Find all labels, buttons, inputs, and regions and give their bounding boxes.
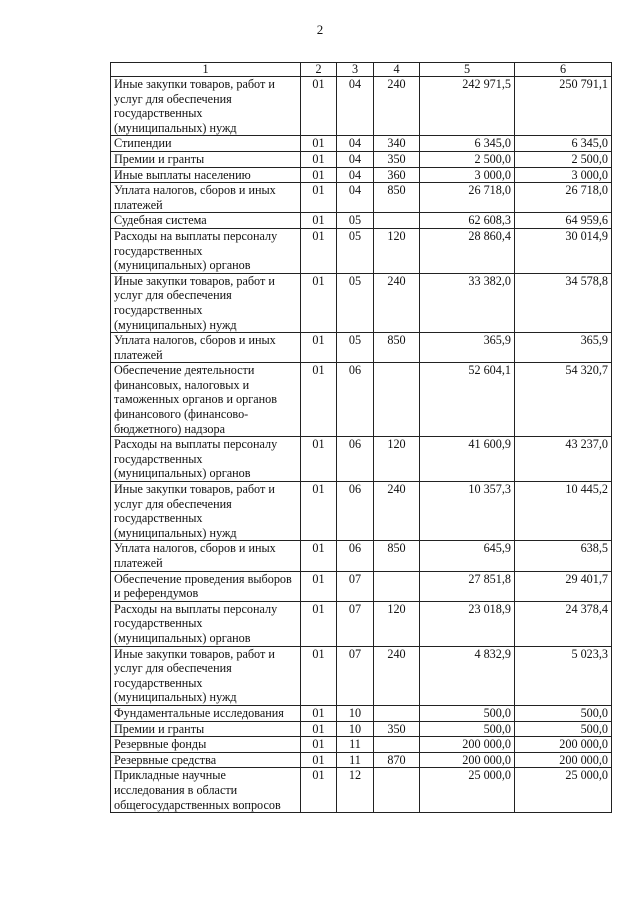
amount-col6-cell: 30 014,9 <box>515 228 612 273</box>
amount-col6-cell: 26 718,0 <box>515 183 612 213</box>
section-code-cell: 01 <box>301 752 337 768</box>
table-row <box>111 333 612 363</box>
amount-col6-cell: 200 000,0 <box>515 737 612 753</box>
amount-col6-cell: 2 500,0 <box>515 151 612 167</box>
section-code-cell: 01 <box>301 333 337 363</box>
expense-type-code-cell <box>374 363 420 437</box>
subsection-code-cell: 04 <box>337 136 374 152</box>
table-row <box>111 721 612 737</box>
amount-col5-cell: 200 000,0 <box>420 752 515 768</box>
expense-type-code-cell: 240 <box>374 482 420 541</box>
table-row <box>111 482 612 541</box>
expense-type-code-cell <box>374 571 420 601</box>
expense-name-cell: Уплата налогов, сборов и иных платежей <box>111 541 301 571</box>
amount-col5-cell: 25 000,0 <box>420 768 515 813</box>
expense-name-cell: Фундаментальные исследования <box>111 705 301 721</box>
table-row <box>111 273 612 332</box>
page-number: 2 <box>316 22 324 37</box>
column-header: 6 <box>515 63 612 77</box>
amount-col5-cell: 41 600,9 <box>420 437 515 482</box>
amount-col5-cell: 28 860,4 <box>420 228 515 273</box>
table-row <box>111 77 612 136</box>
expense-type-code-cell: 850 <box>374 541 420 571</box>
expense-name-cell: Иные выплаты населению <box>111 167 301 183</box>
amount-col6-cell: 500,0 <box>515 705 612 721</box>
subsection-code-cell: 04 <box>337 183 374 213</box>
expense-type-code-cell <box>374 705 420 721</box>
column-header: 1 <box>111 63 301 77</box>
amount-col6-cell: 3 000,0 <box>515 167 612 183</box>
table-row <box>111 213 612 229</box>
table-row <box>111 151 612 167</box>
column-header: 4 <box>374 63 420 77</box>
section-code-cell: 01 <box>301 601 337 646</box>
amount-col5-cell: 62 608,3 <box>420 213 515 229</box>
amount-col6-cell: 250 791,1 <box>515 77 612 136</box>
amount-col6-cell: 500,0 <box>515 721 612 737</box>
expense-name-cell: Премии и гранты <box>111 151 301 167</box>
column-header: 2 <box>301 63 337 77</box>
subsection-code-cell: 10 <box>337 705 374 721</box>
amount-col6-cell: 64 959,6 <box>515 213 612 229</box>
amount-col5-cell: 26 718,0 <box>420 183 515 213</box>
amount-col6-cell: 200 000,0 <box>515 752 612 768</box>
amount-col6-cell: 5 023,3 <box>515 646 612 705</box>
subsection-code-cell: 12 <box>337 768 374 813</box>
section-code-cell: 01 <box>301 363 337 437</box>
subsection-code-cell: 04 <box>337 167 374 183</box>
amount-col6-cell: 10 445,2 <box>515 482 612 541</box>
expense-type-code-cell: 240 <box>374 77 420 136</box>
subsection-code-cell: 06 <box>337 541 374 571</box>
amount-col5-cell: 3 000,0 <box>420 167 515 183</box>
table-row <box>111 646 612 705</box>
expense-type-code-cell: 870 <box>374 752 420 768</box>
expense-name-cell: Расходы на выплаты персоналу государственных (муниципальных) органов <box>111 437 301 482</box>
amount-col6-cell: 25 000,0 <box>515 768 612 813</box>
expense-name-cell: Стипендии <box>111 136 301 152</box>
expense-name-cell: Иные закупки товаров, работ и услуг для обеспечения государственных (муниципальных) нужд <box>111 273 301 332</box>
expense-type-code-cell: 120 <box>374 228 420 273</box>
subsection-code-cell: 05 <box>337 228 374 273</box>
amount-col6-cell: 29 401,7 <box>515 571 612 601</box>
amount-col5-cell: 4 832,9 <box>420 646 515 705</box>
amount-col5-cell: 365,9 <box>420 333 515 363</box>
expense-name-cell: Резервные средства <box>111 752 301 768</box>
expense-type-code-cell: 240 <box>374 646 420 705</box>
expense-name-cell: Прикладные научные исследования в области общегосударственных вопросов <box>111 768 301 813</box>
section-code-cell: 01 <box>301 228 337 273</box>
amount-col5-cell: 500,0 <box>420 721 515 737</box>
expense-name-cell: Иные закупки товаров, работ и услуг для обеспечения государственных (муниципальных) нужд <box>111 77 301 136</box>
amount-col6-cell: 34 578,8 <box>515 273 612 332</box>
subsection-code-cell: 04 <box>337 77 374 136</box>
expense-type-code-cell: 240 <box>374 273 420 332</box>
table-row <box>111 768 612 813</box>
section-code-cell: 01 <box>301 151 337 167</box>
subsection-code-cell: 06 <box>337 482 374 541</box>
budget-table <box>110 62 612 813</box>
table-row <box>111 601 612 646</box>
expense-name-cell: Премии и гранты <box>111 721 301 737</box>
expense-type-code-cell: 360 <box>374 167 420 183</box>
expense-name-cell: Иные закупки товаров, работ и услуг для обеспечения государственных (муниципальных) нужд <box>111 482 301 541</box>
amount-col6-cell: 638,5 <box>515 541 612 571</box>
expense-type-code-cell <box>374 213 420 229</box>
subsection-code-cell: 10 <box>337 721 374 737</box>
expense-type-code-cell <box>374 768 420 813</box>
amount-col5-cell: 2 500,0 <box>420 151 515 167</box>
subsection-code-cell: 05 <box>337 333 374 363</box>
amount-col5-cell: 242 971,5 <box>420 77 515 136</box>
amount-col5-cell: 645,9 <box>420 541 515 571</box>
expense-type-code-cell: 850 <box>374 183 420 213</box>
section-code-cell: 01 <box>301 77 337 136</box>
amount-col5-cell: 500,0 <box>420 705 515 721</box>
expense-type-code-cell: 850 <box>374 333 420 363</box>
header-row <box>111 63 612 77</box>
column-header: 3 <box>337 63 374 77</box>
subsection-code-cell: 04 <box>337 151 374 167</box>
expense-name-cell: Резервные фонды <box>111 737 301 753</box>
amount-col5-cell: 27 851,8 <box>420 571 515 601</box>
amount-col6-cell: 365,9 <box>515 333 612 363</box>
section-code-cell: 01 <box>301 437 337 482</box>
subsection-code-cell: 07 <box>337 571 374 601</box>
expense-name-cell: Обеспечение деятельности финансовых, налоговых и таможенных органов и органов финансового (финансово-бюджетного) надзора <box>111 363 301 437</box>
table-row <box>111 167 612 183</box>
section-code-cell: 01 <box>301 705 337 721</box>
expense-name-cell: Уплата налогов, сборов и иных платежей <box>111 183 301 213</box>
table-row <box>111 571 612 601</box>
expense-name-cell: Расходы на выплаты персоналу государственных (муниципальных) органов <box>111 601 301 646</box>
amount-col6-cell: 43 237,0 <box>515 437 612 482</box>
subsection-code-cell: 05 <box>337 273 374 332</box>
section-code-cell: 01 <box>301 183 337 213</box>
expense-name-cell: Расходы на выплаты персоналу государственных (муниципальных) органов <box>111 228 301 273</box>
subsection-code-cell: 06 <box>337 437 374 482</box>
amount-col5-cell: 10 357,3 <box>420 482 515 541</box>
table-row <box>111 541 612 571</box>
expense-type-code-cell: 120 <box>374 601 420 646</box>
section-code-cell: 01 <box>301 768 337 813</box>
expense-type-code-cell: 350 <box>374 721 420 737</box>
subsection-code-cell: 07 <box>337 601 374 646</box>
section-code-cell: 01 <box>301 482 337 541</box>
section-code-cell: 01 <box>301 646 337 705</box>
amount-col5-cell: 52 604,1 <box>420 363 515 437</box>
expense-name-cell: Иные закупки товаров, работ и услуг для обеспечения государственных (муниципальных) нужд <box>111 646 301 705</box>
expense-name-cell: Уплата налогов, сборов и иных платежей <box>111 333 301 363</box>
section-code-cell: 01 <box>301 213 337 229</box>
amount-col5-cell: 33 382,0 <box>420 273 515 332</box>
subsection-code-cell: 11 <box>337 752 374 768</box>
table-row <box>111 752 612 768</box>
amount-col5-cell: 23 018,9 <box>420 601 515 646</box>
amount-col5-cell: 6 345,0 <box>420 136 515 152</box>
section-code-cell: 01 <box>301 273 337 332</box>
table-row <box>111 737 612 753</box>
subsection-code-cell: 11 <box>337 737 374 753</box>
table-row <box>111 437 612 482</box>
section-code-cell: 01 <box>301 571 337 601</box>
table-row <box>111 136 612 152</box>
expense-type-code-cell: 350 <box>374 151 420 167</box>
expense-type-code-cell: 340 <box>374 136 420 152</box>
section-code-cell: 01 <box>301 541 337 571</box>
expense-name-cell: Обеспечение проведения выборов и референдумов <box>111 571 301 601</box>
section-code-cell: 01 <box>301 737 337 753</box>
table-row <box>111 363 612 437</box>
table-row <box>111 228 612 273</box>
column-header: 5 <box>420 63 515 77</box>
table-row <box>111 705 612 721</box>
amount-col6-cell: 6 345,0 <box>515 136 612 152</box>
amount-col5-cell: 200 000,0 <box>420 737 515 753</box>
subsection-code-cell: 06 <box>337 363 374 437</box>
subsection-code-cell: 05 <box>337 213 374 229</box>
subsection-code-cell: 07 <box>337 646 374 705</box>
section-code-cell: 01 <box>301 721 337 737</box>
section-code-cell: 01 <box>301 167 337 183</box>
section-code-cell: 01 <box>301 136 337 152</box>
amount-col6-cell: 24 378,4 <box>515 601 612 646</box>
expense-name-cell: Судебная система <box>111 213 301 229</box>
table-row <box>111 183 612 213</box>
amount-col6-cell: 54 320,7 <box>515 363 612 437</box>
expense-type-code-cell: 120 <box>374 437 420 482</box>
expense-type-code-cell <box>374 737 420 753</box>
